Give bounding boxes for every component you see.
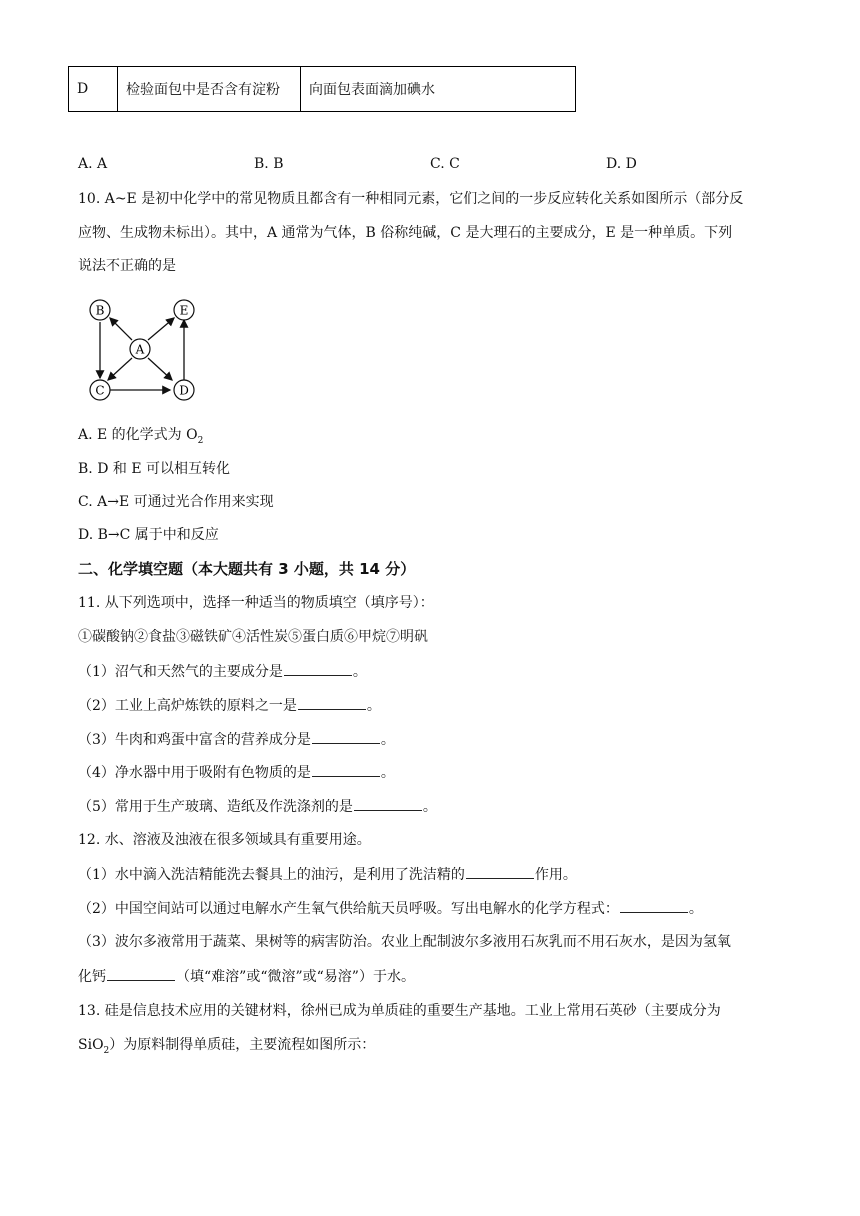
arrow-a-to-d bbox=[148, 358, 172, 380]
q10-option-a[interactable] bbox=[78, 425, 203, 445]
q11-options: ①碳酸钠②食盐③磁铁矿④活性炭⑤蛋白质⑥甲烷⑦明矾 bbox=[78, 629, 428, 645]
row-purpose: 检验面包中是否含有淀粉 bbox=[118, 67, 301, 112]
node-d bbox=[174, 380, 194, 400]
node-c bbox=[90, 380, 110, 400]
node-e bbox=[174, 300, 194, 320]
node-b bbox=[90, 300, 110, 320]
q12-part-3-line2 bbox=[78, 966, 415, 987]
q11-p1-text: （1）沼气和天然气的主要成分是 bbox=[78, 664, 283, 680]
q12-part-1 bbox=[78, 864, 577, 885]
q11-p3-end: 。 bbox=[380, 732, 395, 748]
q13-formula: SiO bbox=[78, 1037, 104, 1053]
choice-b[interactable]: B. B bbox=[254, 156, 284, 172]
q11-part-2 bbox=[78, 695, 381, 716]
conversion-diagram bbox=[84, 294, 204, 406]
q10-stem-line3: 说法不正确的是 bbox=[78, 258, 176, 274]
q11-p1-end: 。 bbox=[352, 664, 367, 680]
q11-p4-end: 。 bbox=[380, 765, 395, 781]
q11-p3-text: （3）牛肉和鸡蛋中富含的营养成分是 bbox=[78, 732, 311, 748]
answer-blank[interactable] bbox=[107, 966, 175, 981]
q13-line2-text: ）为原料制得单质硅，主要流程如图所示： bbox=[109, 1037, 376, 1053]
row-letter: D bbox=[69, 67, 118, 112]
q11-part-4 bbox=[78, 762, 395, 783]
table-row bbox=[69, 67, 576, 112]
svg-text:E: E bbox=[179, 303, 189, 318]
choice-d[interactable]: D. D bbox=[606, 156, 637, 172]
q10-option-b[interactable]: B. D 和 E 可以相互转化 bbox=[78, 461, 230, 477]
q12-p1-text: （1）水中滴入洗洁精能洗去餐具上的油污，是利用了洗洁精的 bbox=[78, 867, 465, 883]
answer-blank[interactable] bbox=[620, 898, 688, 913]
experiment-table bbox=[68, 66, 576, 112]
row-method: 向面包表面滴加碘水 bbox=[301, 67, 576, 112]
q10-option-c[interactable]: C. A→E 可通过光合作用来实现 bbox=[78, 494, 274, 510]
choice-c[interactable]: C. C bbox=[430, 156, 460, 172]
arrow-a-to-e bbox=[148, 318, 174, 340]
answer-blank[interactable] bbox=[298, 695, 366, 710]
q12-p2-text: （2）中国空间站可以通过电解水产生氧气供给航天员呼吸。写出电解水的化学方程式： bbox=[78, 901, 619, 917]
section-2-title: 二、化学填空题（本大题共有 3 小题，共 14 分） bbox=[78, 560, 416, 578]
q10-option-d[interactable]: D. B→C 属于中和反应 bbox=[78, 527, 219, 543]
svg-text:B: B bbox=[95, 303, 105, 318]
q12-part-2 bbox=[78, 898, 703, 919]
q11-part-5 bbox=[78, 796, 437, 817]
q13-line2 bbox=[78, 1035, 375, 1055]
option-a-text: A. E 的化学式为 O bbox=[78, 427, 198, 443]
q12-p3-end: （填“难溶”或“微溶”或“易溶”）于水。 bbox=[176, 969, 415, 985]
svg-text:A: A bbox=[135, 342, 145, 357]
q13-line1: 13. 硅是信息技术应用的关键材料，徐州已成为单质硅的重要生产基地。工业上常用石英砂（主要成分为 bbox=[78, 1003, 721, 1019]
q10-stem-line1: 10. A~E 是初中化学中的常见物质且都含有一种相同元素，它们之间的一步反应转化关系如图所示（部分反 bbox=[78, 191, 744, 207]
q12-part-3-line1: （3）波尔多液常用于蔬菜、果树等的病害防治。农业上配制波尔多液用石灰乳而不用石灰水，是因为氢氧 bbox=[78, 934, 731, 950]
answer-blank[interactable] bbox=[354, 796, 422, 811]
q11-p5-text: （5）常用于生产玻璃、造纸及作洗涤剂的是 bbox=[78, 799, 353, 815]
q13-formula-subscript: 2 bbox=[103, 1045, 110, 1056]
q11-p4-text: （4）净水器中用于吸附有色物质的是 bbox=[78, 765, 311, 781]
answer-blank[interactable] bbox=[466, 864, 534, 879]
svg-text:C: C bbox=[95, 383, 105, 398]
answer-blank[interactable] bbox=[312, 762, 380, 777]
answer-blank[interactable] bbox=[284, 661, 352, 676]
answer-blank[interactable] bbox=[312, 729, 380, 744]
q11-p2-text: （2）工业上高炉炼铁的原料之一是 bbox=[78, 698, 297, 714]
q12-stem: 12. 水、溶液及浊液在很多领域具有重要用途。 bbox=[78, 832, 371, 848]
q12-p1-end: 作用。 bbox=[534, 867, 577, 883]
q10-stem-line2: 应物、生成物未标出）。其中，A 通常为气体，B 俗称纯碱，C 是大理石的主要成分，E 是一种单质。下列 bbox=[78, 225, 733, 241]
q11-p5-end: 。 bbox=[422, 799, 437, 815]
q12-p3-text: 化钙 bbox=[78, 969, 106, 985]
node-a bbox=[130, 339, 150, 359]
arrow-a-to-b bbox=[110, 318, 132, 340]
arrow-a-to-c bbox=[108, 358, 132, 380]
q11-stem: 11. 从下列选项中，选择一种适当的物质填空（填序号）： bbox=[78, 595, 434, 611]
option-a-subscript: 2 bbox=[197, 435, 204, 446]
choice-a[interactable]: A. A bbox=[78, 156, 108, 172]
q11-part-1 bbox=[78, 661, 367, 682]
q11-part-3 bbox=[78, 729, 395, 750]
svg-text:D: D bbox=[179, 383, 189, 398]
q11-p2-end: 。 bbox=[366, 698, 381, 714]
q12-p2-end: 。 bbox=[688, 901, 703, 917]
